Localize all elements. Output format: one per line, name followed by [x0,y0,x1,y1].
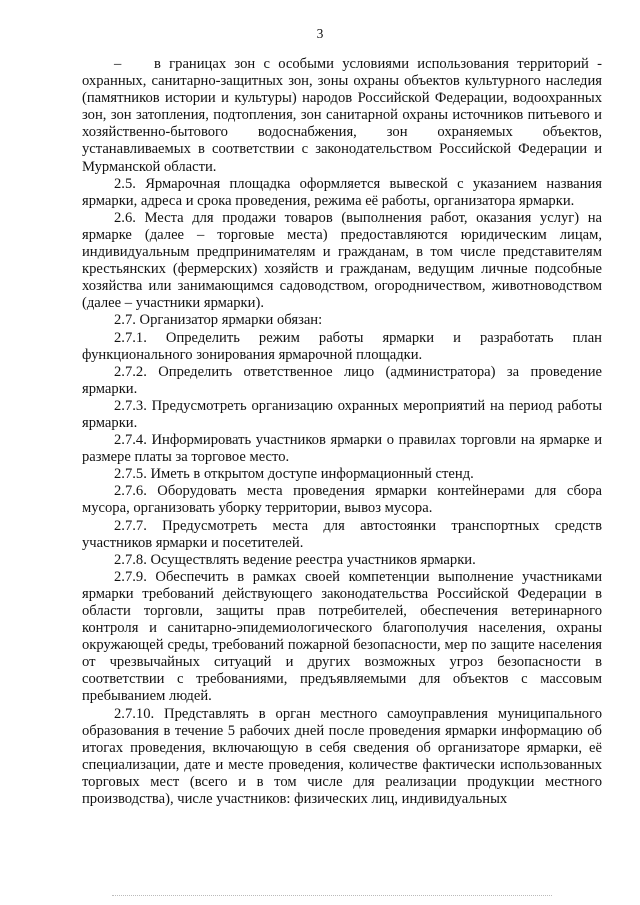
paragraph-2-7-4: 2.7.4. Информировать участников ярмарки о правилах торговли на ярмарке и размере платы за торговое место. [82,432,602,466]
paragraph-2-7-5: 2.7.5. Иметь в открытом доступе информационный стенд. [114,466,474,483]
paragraph-2-7-6: 2.7.6. Оборудовать места проведения ярмарки контейнерами для сбора мусора, организовать уборку территории, вывоз мусора. [82,483,602,517]
paragraph-2-7-10: 2.7.10. Представлять в орган местного самоуправления муниципального образования в течение 5 рабочих дней после проведения ярмарки информацию об итогах проведения, включающую в себя сведения об организаторе ярмарки, её специализации, дате и месте проведения, количестве фактически использованных торговых мест (всего и в том числе для реализации продукции местного производства), числе участников: физических лиц, индивидуальных [82,705,602,808]
paragraph-2-7-9: 2.7.9. Обеспечить в рамках своей компетенции выполнение участниками ярмарки требований действующего законодательства Российской Федерации в области торговли, защиты прав потребителей, обеспечения ветеринарного контроля и санитарно-эпидемиологического благополучия населения, охраны окружающей среды, требований пожарной безопасности, мер по защите населения от чрезвычайных ситуаций и других возможных угроз безопасности в соответствии с требованиями, предъявляемыми для объектов с массовым пребыванием людей. [82,568,602,705]
paragraph-2-7-3: 2.7.3. Предусмотреть организацию охранных мероприятий на период работы ярмарки. [82,397,602,431]
paragraph-2-7-1: 2.7.1. Определить режим работы ярмарки и разработать план функционального зонирования ярмарочной площадки. [82,329,602,363]
paragraph-2-7-2: 2.7.2. Определить ответственное лицо (администратора) за проведение ярмарки. [82,363,602,397]
paragraph-text: в границах зон с особыми условиями использования территорий - охранных, санитарно-защитных зон, зоны охраны объектов культурного наследия (памятников истории и культуры) народов Российской Федерации, водоохранных зон, зон затопления, подтопления, зон санитарной охраны источников питьевого и хозяйственно-бытового водоснабжения, зон охраняемых объектов, устанавливаемых в соответствии с законодательством Российской Федерации и Мурманской области. [82,56,602,175]
paragraph-zones [82,56,602,176]
paragraph-2-5: 2.5. Ярмарочная площадка оформляется вывеской с указанием названия ярмарки, адреса и срока проведения, режима её работы, организатора ярмарки. [82,175,602,209]
scan-edge-divider [112,895,552,896]
paragraph-2-7-7: 2.7.7. Предусмотреть места для автостоянки транспортных средств участников ярмарки и посетителей. [82,517,602,551]
paragraph-2-7-8: 2.7.8. Осуществлять ведение реестра участников ярмарки. [114,551,476,568]
list-dash: – [114,56,122,72]
paragraph-2-6: 2.6. Места для продажи товаров (выполнения работ, оказания услуг) на ярмарке (далее – торговые места) предоставляются юридическим лицам, индивидуальным предпринимателям и гражданам, в том числе представителям крестьянских (фермерских) хозяйств и гражданам, ведущим личные подсобные хозяйства или занимающимся садоводством, огородничеством, животноводством (далее – участники ярмарки). [82,209,602,312]
paragraph-2-7: 2.7. Организатор ярмарки обязан: [114,312,323,329]
document-body [82,56,602,808]
page-number: 3 [316,26,324,41]
